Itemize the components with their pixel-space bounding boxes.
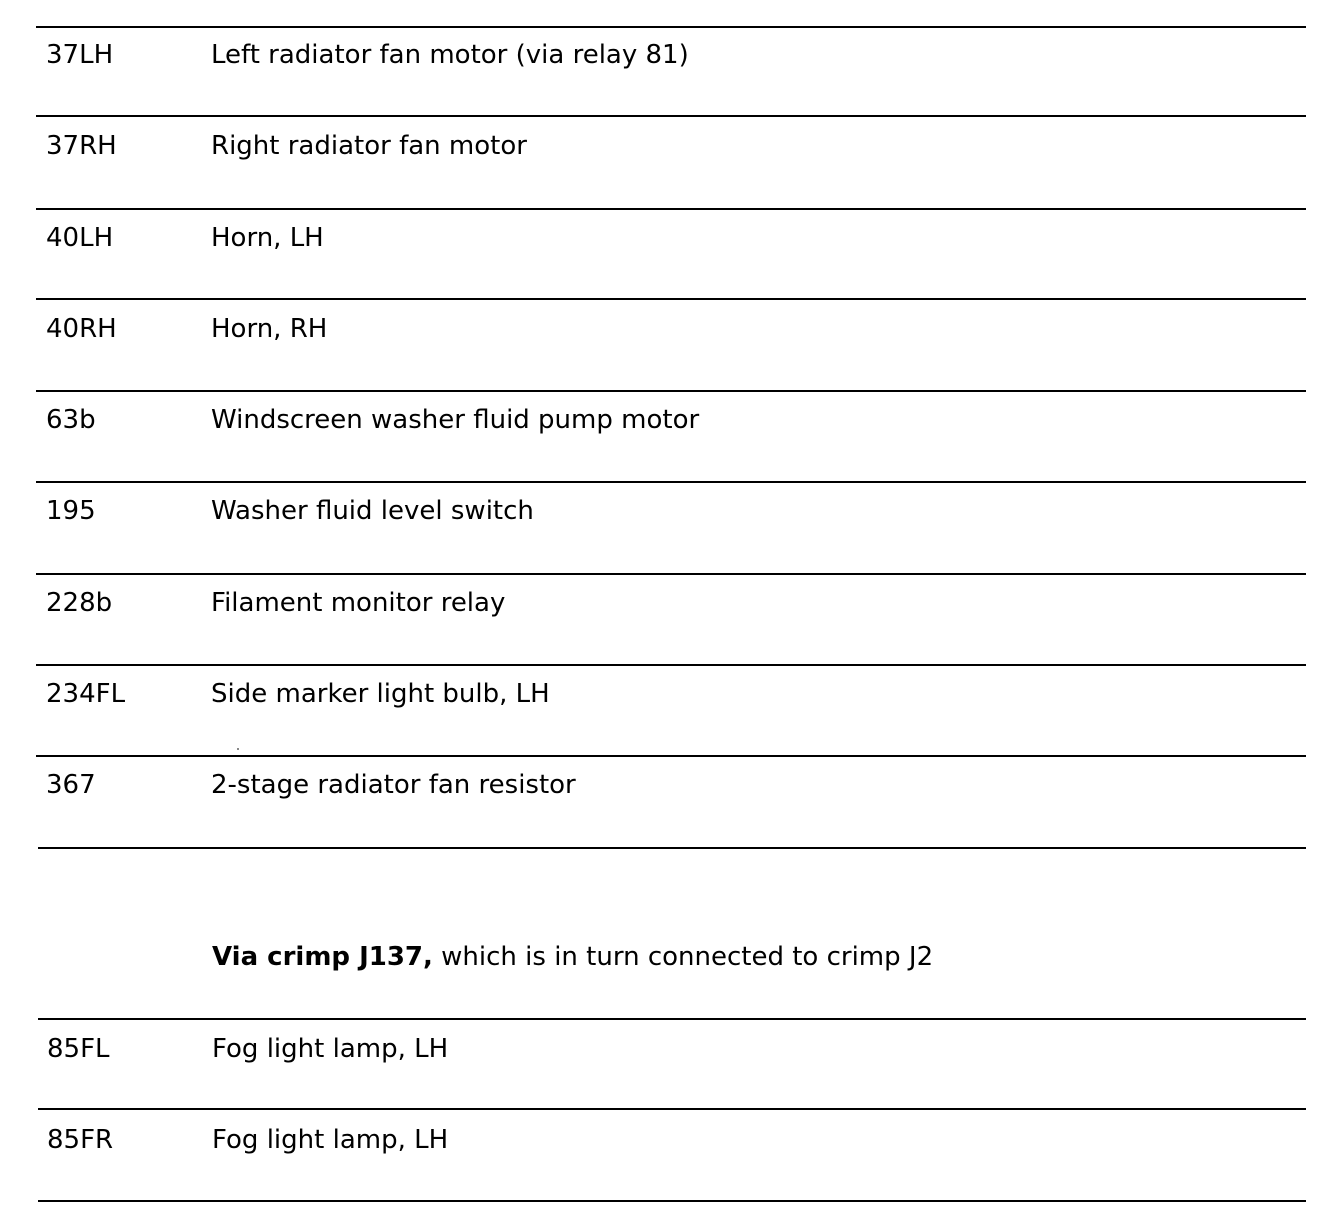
component-description: 2-stage radiator fan resistor — [211, 770, 576, 800]
table-divider — [36, 208, 1306, 210]
component-code: 63b — [46, 405, 96, 435]
component-code: 37RH — [46, 131, 117, 161]
table-divider — [36, 298, 1306, 300]
component-description: Side marker light bulb, LH — [211, 679, 550, 709]
table-divider — [36, 115, 1306, 117]
table-divider — [36, 481, 1306, 483]
component-code: 234FL — [46, 679, 126, 709]
component-code: 367 — [46, 770, 96, 800]
component-description: Right radiator fan motor — [211, 131, 527, 161]
component-description: Filament monitor relay — [211, 588, 506, 618]
table-divider — [36, 755, 1306, 757]
component-code: 228b — [46, 588, 113, 618]
component-code: 85FL — [47, 1034, 110, 1064]
table-divider — [38, 1108, 1306, 1110]
table-divider — [38, 1200, 1306, 1202]
component-description: Left radiator fan motor (via relay 81) — [211, 40, 689, 70]
component-description: Horn, LH — [211, 223, 324, 253]
section-heading — [212, 942, 933, 972]
table-divider — [36, 390, 1306, 392]
scan-speck — [237, 748, 239, 750]
table-divider — [36, 664, 1306, 666]
table-divider — [38, 847, 1306, 849]
component-code: 37LH — [46, 40, 114, 70]
component-code: 195 — [46, 496, 96, 526]
component-description: Windscreen washer fluid pump motor — [211, 405, 700, 435]
section-heading-bold: Via crimp J137, — [212, 942, 433, 972]
component-code: 40LH — [46, 223, 114, 253]
component-description: Washer fluid level switch — [211, 496, 534, 526]
section-heading-text: which is in turn connected to crimp J2 — [432, 942, 934, 972]
component-code: 85FR — [47, 1125, 114, 1155]
component-description: Horn, RH — [211, 314, 328, 344]
table-divider — [38, 1018, 1306, 1020]
component-description: Fog light lamp, LH — [212, 1034, 449, 1064]
table-divider — [36, 26, 1306, 28]
component-code: 40RH — [46, 314, 117, 344]
table-divider — [36, 573, 1306, 575]
component-description: Fog light lamp, LH — [212, 1125, 449, 1155]
